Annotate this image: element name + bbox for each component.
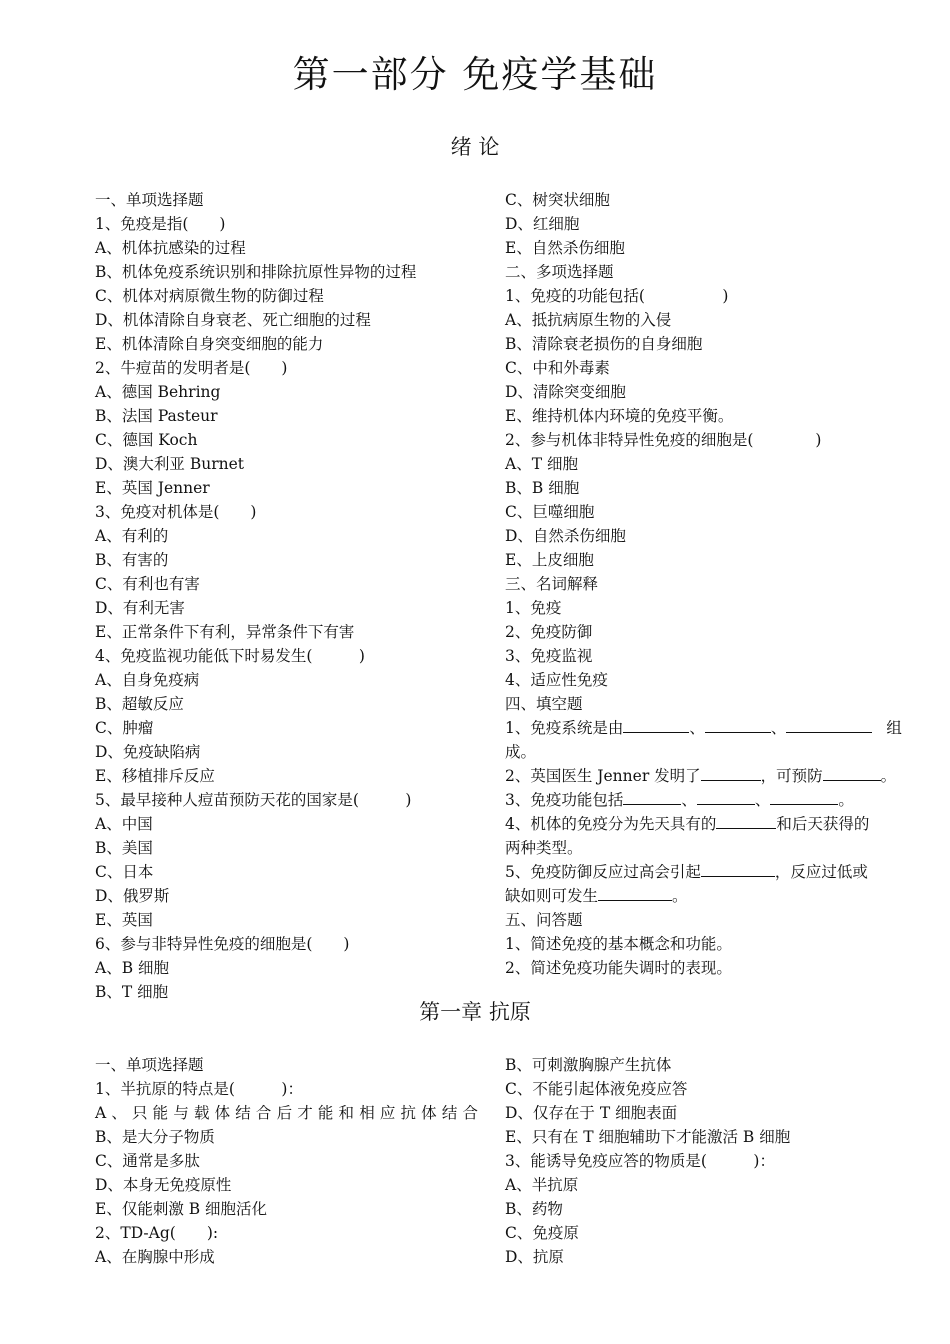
intro-right-line: 2、参与机体非特异性免疫的细胞是( ): [505, 431, 822, 449]
answer-blank: [786, 717, 872, 733]
intro-left-line: 4、免疫监视功能低下时易发生( ): [95, 647, 365, 665]
fill-text: ，可预防: [760, 767, 823, 785]
intro-left-line: A、自身免疫病: [95, 671, 200, 689]
chapter1-right-line: D、抗原: [505, 1248, 564, 1266]
answer-blank: [823, 765, 881, 781]
intro-left-line: E、正常条件下有利，异常条件下有害: [95, 623, 355, 641]
fill-text: 5、免疫防御反应过高会引起: [505, 863, 701, 881]
intro-left-line: 一、单项选择题: [95, 191, 204, 209]
fill-text: 。: [838, 791, 854, 809]
intro-right-line: 2、免疫防御: [505, 623, 593, 641]
answer-blank: [701, 861, 775, 877]
answer-blank: [701, 765, 761, 781]
fill-question-5: [505, 860, 885, 884]
intro-right-line: 五、问答题: [505, 911, 583, 929]
intro-left-line: 5、最早接种人痘苗预防天花的国家是( ): [95, 791, 412, 809]
answer-blank: [623, 717, 689, 733]
intro-right-line: 1、免疫: [505, 599, 562, 617]
intro-right-line: A、T 细胞: [505, 455, 578, 473]
intro-left-line: 2、牛痘苗的发明者是( ): [95, 359, 288, 377]
intro-right-line: E、维持机体内环境的免疫平衡。: [505, 407, 734, 425]
intro-left-line: C、有利也有害: [95, 575, 200, 593]
intro-right-line: E、上皮细胞: [505, 551, 594, 569]
fill-question-4-cont: 两种类型。: [505, 839, 583, 857]
fill-text: 3、免疫功能包括: [505, 791, 624, 809]
intro-right-line: 4、适应性免疫: [505, 671, 608, 689]
answer-blank: [598, 885, 672, 901]
fill-question-1-cont: 成。: [505, 743, 537, 761]
chapter1-right-line: D、仅存在于 T 细胞表面: [505, 1104, 678, 1122]
chapter1-left-line: A、只能与载体结合后才能和相应抗体结合: [95, 1104, 480, 1122]
chapter1-left-line: D、本身无免疫原性: [95, 1176, 232, 1194]
chapter1-right-line: A、半抗原: [505, 1176, 579, 1194]
fill-text: 、: [681, 791, 697, 809]
section-title-chapter1: 第一章 抗原: [419, 1000, 531, 1024]
section-title-intro: 绪 论: [450, 135, 500, 159]
intro-left-line: 1、免疫是指( ): [95, 215, 226, 233]
intro-left-line: A、有利的: [95, 527, 169, 545]
intro-right-line: A、抵抗病原生物的入侵: [505, 311, 672, 329]
intro-left-line: A、B 细胞: [95, 959, 170, 977]
intro-right-line: C、中和外毒素: [505, 359, 610, 377]
intro-left-line: E、英国 Jenner: [95, 479, 210, 497]
chapter1-right-line: C、不能引起体液免疫应答: [505, 1080, 688, 1098]
chapter1-right-column: [505, 1053, 885, 1269]
chapter1-left-line: 2、TD-Ag( ):: [95, 1224, 219, 1242]
fill-text: ，反应过低或: [774, 863, 868, 881]
intro-right-line: 1、简述免疫的基本概念和功能。: [505, 935, 732, 953]
intro-left-line: D、澳大利亚 Burnet: [95, 455, 245, 473]
intro-right-line: B、清除衰老损伤的自身细胞: [505, 335, 703, 353]
chapter1-left-line: E、仅能刺激 B 细胞活化: [95, 1200, 268, 1218]
intro-left-column: [95, 188, 480, 1004]
chapter1-left-line: 一、单项选择题: [95, 1056, 204, 1074]
fill-question-5-cont: [505, 884, 885, 908]
chapter1-right-line: B、可刺激胸腺产生抗体: [505, 1056, 672, 1074]
chapter1-left-line: 1、半抗原的特点是( )：: [95, 1080, 303, 1098]
fill-text: 、: [770, 719, 787, 737]
intro-left-line: C、肿瘤: [95, 719, 154, 737]
answer-blank: [716, 813, 776, 829]
fill-text: 2、英国医生 Jenner 发明了: [505, 767, 701, 785]
chapter1-left-column: [95, 1053, 480, 1269]
intro-left-line: B、有害的: [95, 551, 169, 569]
intro-right-line: D、红细胞: [505, 215, 580, 233]
fill-text: 4、机体的免疫分为先天具有的: [505, 815, 717, 833]
intro-left-line: B、机体免疫系统识别和排除抗原性异物的过程: [95, 263, 417, 281]
intro-left-line: D、有利无害: [95, 599, 185, 617]
fill-text: 、: [689, 719, 705, 737]
intro-right-line: E、自然杀伤细胞: [505, 239, 625, 257]
intro-left-line: C、机体对病原微生物的防御过程: [95, 287, 324, 305]
answer-blank: [705, 717, 771, 733]
chapter1-left-line: C、通常是多肽: [95, 1152, 200, 1170]
intro-right-line: 二、多项选择题: [505, 263, 614, 281]
intro-right-line: D、自然杀伤细胞: [505, 527, 626, 545]
fill-text: 和后天获得的: [776, 815, 870, 833]
intro-right-line: B、B 细胞: [505, 479, 580, 497]
fill-text: 缺如则可发生: [505, 887, 599, 905]
intro-right-line: C、树突状细胞: [505, 191, 610, 209]
intro-left-line: E、机体清除自身突变细胞的能力: [95, 335, 324, 353]
intro-left-line: B、超敏反应: [95, 695, 184, 713]
intro-left-line: A、德国 Behring: [95, 383, 221, 401]
intro-left-line: A、机体抗感染的过程: [95, 239, 246, 257]
chapter1-left-line: B、是大分子物质: [95, 1128, 215, 1146]
intro-left-line: B、法国 Pasteur: [95, 407, 218, 425]
fill-text: 。: [672, 887, 688, 905]
answer-blank: [623, 789, 681, 805]
chapter1-right-line: E、只有在 T 细胞辅助下才能激活 B 细胞: [505, 1128, 791, 1146]
intro-left-line: D、俄罗斯: [95, 887, 170, 905]
chapter1-right-line: 3、能诱导免疫应答的物质是( )：: [505, 1152, 775, 1170]
chapter1-right-line: C、免疫原: [505, 1224, 579, 1242]
intro-right-line: D、清除突变细胞: [505, 383, 626, 401]
answer-blank: [697, 789, 755, 805]
fill-question-2: [505, 764, 897, 788]
fill-text: 、: [754, 791, 771, 809]
intro-left-line: C、德国 Koch: [95, 431, 198, 449]
intro-left-line: B、T 细胞: [95, 983, 169, 1001]
fill-question-4: [505, 812, 885, 836]
fill-question-1: [505, 716, 902, 740]
intro-right-line: 2、简述免疫功能失调时的表现。: [505, 959, 732, 977]
fill-question-3: [505, 788, 885, 812]
intro-left-line: D、机体清除自身衰老、死亡细胞的过程: [95, 311, 371, 329]
page-title: 第一部分 免疫学基础: [292, 53, 658, 96]
fill-text: 。: [880, 767, 897, 785]
intro-right-line: 1、免疫的功能包括( ): [505, 287, 729, 305]
intro-right-column: [505, 188, 902, 980]
intro-left-line: E、移植排斥反应: [95, 767, 215, 785]
intro-right-line: C、巨噬细胞: [505, 503, 595, 521]
intro-left-line: B、美国: [95, 839, 153, 857]
intro-right-line: 四、填空题: [505, 695, 583, 713]
fill-text: 1、免疫系统是由: [505, 719, 624, 737]
intro-left-line: 3、免疫对机体是( ): [95, 503, 257, 521]
fill-text: 组: [886, 719, 902, 737]
chapter1-left-line: A、在胸腺中形成: [95, 1248, 215, 1266]
answer-blank: [770, 789, 838, 805]
intro-left-line: E、英国: [95, 911, 153, 929]
intro-left-line: D、免疫缺陷病: [95, 743, 201, 761]
intro-left-line: A、中国: [95, 815, 153, 833]
intro-left-line: 6、参与非特异性免疫的细胞是( ): [95, 935, 350, 953]
intro-right-line: 3、免疫监视: [505, 647, 593, 665]
intro-left-line: C、日本: [95, 863, 154, 881]
intro-right-line: 三、名词解释: [505, 575, 599, 593]
chapter1-right-line: B、药物: [505, 1200, 563, 1218]
